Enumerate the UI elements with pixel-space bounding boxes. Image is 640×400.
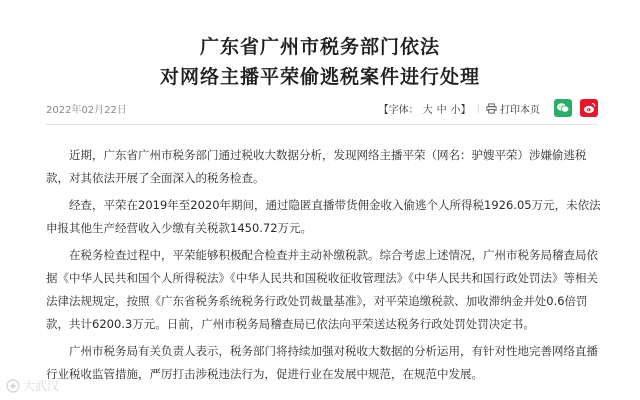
font-size-large-link[interactable]: 大 (422, 104, 433, 116)
article-body (46, 144, 602, 390)
article-title-line-2: 对网络主播平荣偷逃税案件进行处理 (159, 66, 480, 88)
watermark-text: 大武汉 (23, 379, 60, 393)
share-weibo-button[interactable] (580, 99, 598, 117)
print-page-link[interactable] (486, 101, 540, 116)
paragraph-3: 在税务检查过程中，平荣能够积极配合检查并主动补缴税款。综合考虑上述情况，广州市税务局稽查局依据《中华人民共和国个人所得税法》《中华人民共和国税收征收管理法》《中华人民共和国行政处罚法》等相关法律法规规定，按照《广东省税务系统税务行政处罚裁量基准》，对平荣追缴税款、加收滞纳金并处0.6倍罚款，共计6200.3万元。日前，广州市税务局稽查局已依法向平荣送达税务行政处罚处罚决定书。 (46, 248, 598, 331)
weibo-icon (583, 102, 596, 114)
article-tools (379, 98, 598, 118)
font-size-medium-link[interactable]: 中 (436, 104, 447, 116)
publish-date: 2022年02月22日 (46, 105, 127, 116)
print-page-label: 打印本页 (500, 104, 540, 116)
watermark-logo-icon (6, 379, 20, 393)
article-title-line-1: 广东省广州市税务部门依法 (199, 36, 440, 58)
wechat-icon (556, 102, 570, 114)
font-size-small-link[interactable]: 小 (450, 104, 461, 116)
font-size-label-close: 】 (460, 104, 471, 116)
font-size-label: 【字体： (378, 104, 419, 116)
printer-icon (486, 103, 497, 114)
header-divider (46, 124, 598, 125)
article-meta-bar (46, 98, 598, 118)
paragraph-1: 近期，广东省广州市税务部门通过税收大数据分析，发现网络主播平荣（网名：驴嫂平荣）涉嫌偷逃税款，对其依法开展了全面深入的税务检查。 (46, 148, 587, 185)
watermark (6, 377, 59, 394)
tools-divider: | (476, 102, 480, 114)
paragraph-2: 经查，平荣在2019年至2020年期间，通过隐匿直播带货佣金收入偷逃个人所得税1926.05万元，未依法申报其他生产经营收入少缴有关税款1450.72万元。 (46, 198, 601, 235)
share-wechat-button[interactable] (554, 99, 572, 117)
paragraph-4: 广州市税务局有关负责人表示，税务部门将持续加强对税收大数据的分析运用，有针对性地完善网络直播行业税收监管措施，严厉打击涉税违法行为，促进行业在发展中规范，在规范中发展。 (46, 344, 598, 381)
